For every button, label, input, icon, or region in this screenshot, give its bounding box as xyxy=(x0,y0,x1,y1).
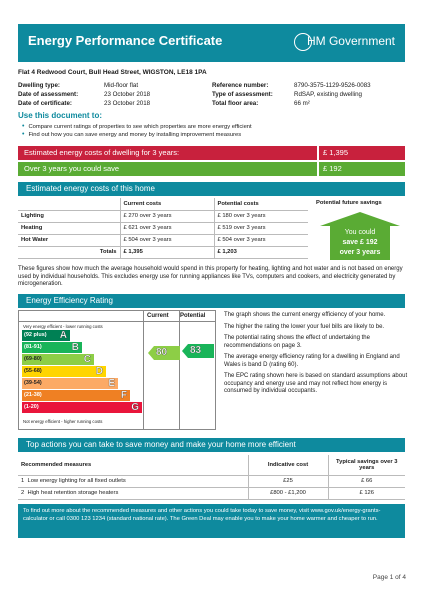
potential-rating-value: 83 xyxy=(190,345,202,356)
paragraph: The potential rating shows the effect of undertaking the recommendations on page 3. xyxy=(224,335,370,349)
costs-heading: Estimated energy costs of this home xyxy=(18,182,405,196)
divider xyxy=(179,311,180,429)
rating-band-f xyxy=(22,390,130,401)
band-letter: G xyxy=(131,402,139,413)
band-range: (55-68) xyxy=(24,368,42,374)
label: Date of certificate: xyxy=(18,100,72,107)
paragraph: The EPC rating shown here is based on standard assumptions about occupancy and energy use and may not reflect how energy is consumed by individual occupants. xyxy=(224,373,408,394)
label: Reference number: xyxy=(212,82,269,89)
rating-band-b xyxy=(22,342,82,353)
value: 23 October 2018 xyxy=(104,91,151,98)
use-list xyxy=(22,123,252,139)
arrow-line: You could xyxy=(344,229,376,236)
actions-heading: Top actions you can take to save money and make your home more efficient xyxy=(18,438,405,452)
band-letter: A xyxy=(59,330,67,341)
epc-header xyxy=(18,24,405,62)
top-note: Very energy efficient - lower running costs xyxy=(23,324,103,329)
list-item-text: Compare current ratings of properties to see which properties are more energy efficient xyxy=(28,124,252,130)
paragraph: The graph shows the current energy efficiency of your home. xyxy=(224,312,386,318)
list-item-text: Find out how you can save energy and money by installing improvement measures xyxy=(28,132,242,138)
totals-label: Totals xyxy=(18,246,120,258)
table-row xyxy=(18,210,308,222)
costs-table xyxy=(18,198,308,259)
label: Total floor area: xyxy=(212,100,259,107)
col-measures: Recommended measures xyxy=(18,455,248,475)
cost: £800 - £1,200 xyxy=(248,487,328,499)
divider xyxy=(143,311,144,429)
estimated-cost-bar xyxy=(18,146,405,160)
label: Dwelling type: xyxy=(18,82,60,89)
col-current: Current xyxy=(147,313,169,319)
use-heading: Use this document to: xyxy=(18,111,103,120)
property-address: Flat 4 Redwood Court, Bull Head Street, WIGSTON, LE18 1PA xyxy=(18,69,207,76)
row-label: Lighting xyxy=(18,210,120,222)
value: 66 m² xyxy=(294,100,310,107)
label: Type of assessment: xyxy=(212,91,273,98)
info-box: To find out more about the recommended measures and other actions you could take today to save money, visit www.gov.uk/energy-grants-calculator or call 0300 123 1234 (standard national rate). The Green Deal may enable you to make your home warmer and cheaper to run. xyxy=(18,504,405,538)
list-item xyxy=(22,123,252,131)
saving: £ 126 xyxy=(328,487,405,499)
measure: Low energy lighting for all fixed outlets xyxy=(27,478,126,484)
col-current: Current costs xyxy=(120,198,214,210)
gov-logo-text: HM Government xyxy=(306,34,395,48)
paragraph: The higher the rating the lower your fuel bills are likely to be. xyxy=(224,323,385,330)
cost: £25 xyxy=(248,475,328,487)
costs-note: These figures show how much the average household would spend in this property for heating, lighting and hot water and is not based on energy used by individual households. This excludes energy use for running appliances like TVs, computers and cookers, and electricity generated by microgeneration. xyxy=(18,266,403,287)
table-row xyxy=(18,475,405,487)
paragraph: The average energy efficiency rating for a dwelling in England and Wales is band D (rating 60). xyxy=(224,354,400,368)
band-letter: C xyxy=(83,354,91,365)
page-title: Energy Performance Certificate xyxy=(28,33,223,48)
total-potential: £ 1,203 xyxy=(214,246,308,258)
table-header-row xyxy=(18,198,308,210)
value: RdSAP, existing dwelling xyxy=(294,91,362,98)
bullet-icon: • xyxy=(22,123,25,130)
details-left xyxy=(18,81,150,108)
band-range: (39-54) xyxy=(24,380,42,386)
row-number: 2 xyxy=(21,490,25,496)
total-current: £ 1,395 xyxy=(120,246,214,258)
saving: £ 66 xyxy=(328,475,405,487)
cell-current: £ 270 over 3 years xyxy=(120,210,214,222)
value: 23 October 2018 xyxy=(104,100,151,107)
measure: High heat retention storage heaters xyxy=(27,490,119,496)
table-row xyxy=(18,487,405,499)
row-number: 1 xyxy=(21,478,25,484)
col-savings: Typical savings over 3 years xyxy=(328,455,405,475)
band-range: (81-91) xyxy=(24,344,42,350)
savings-bar xyxy=(18,162,405,176)
savings-arrow-text xyxy=(330,228,390,258)
band-range: (69-80) xyxy=(24,356,42,362)
bar-value: £ 1,395 xyxy=(323,148,349,157)
band-range: (21-38) xyxy=(24,392,42,398)
bar-value: £ 192 xyxy=(323,164,342,173)
bar-separator xyxy=(317,162,319,176)
rating-band-d xyxy=(22,366,106,377)
value: Mid-floor flat xyxy=(104,82,139,89)
col-cost: Indicative cost xyxy=(248,455,328,475)
efficiency-heading: Energy Efficiency Rating xyxy=(18,294,405,308)
actions-table xyxy=(18,455,405,500)
band-letter: F xyxy=(120,390,127,401)
cell-current: £ 621 over 3 years xyxy=(120,222,214,234)
rating-band-g xyxy=(22,402,142,413)
band-letter: E xyxy=(108,378,115,389)
efficiency-text xyxy=(224,312,410,396)
table-row xyxy=(18,234,308,246)
details-right xyxy=(212,81,371,108)
bullet-icon: • xyxy=(22,131,25,138)
current-rating-value: 80 xyxy=(156,347,168,358)
arrow-line: save £ 192 xyxy=(342,239,378,246)
col-potential: Potential xyxy=(180,313,206,319)
label: Date of assessment: xyxy=(18,91,79,98)
band-range: (1-20) xyxy=(24,404,39,410)
bottom-note: Not energy efficient - higher running costs xyxy=(23,419,103,424)
totals-row xyxy=(18,246,308,258)
col-savings: Potential future savings xyxy=(316,200,382,206)
row-label: Heating xyxy=(18,222,120,234)
col-potential: Potential costs xyxy=(214,198,308,210)
cell-potential: £ 519 over 3 years xyxy=(214,222,308,234)
cell-potential: £ 180 over 3 years xyxy=(214,210,308,222)
band-letter: D xyxy=(95,366,103,377)
page-number: Page 1 of 4 xyxy=(372,574,406,581)
cell-current: £ 504 over 3 years xyxy=(120,234,214,246)
arrow-line: over 3 years xyxy=(339,249,381,256)
rating-band-a xyxy=(22,330,70,341)
value: 8790-3575-1129-9526-0083 xyxy=(294,82,371,89)
band-range: (92 plus) xyxy=(24,332,47,338)
divider xyxy=(19,321,215,322)
bar-label: Over 3 years you could save xyxy=(24,164,120,173)
cell-potential: £ 504 over 3 years xyxy=(214,234,308,246)
bar-separator xyxy=(317,146,319,160)
table-row xyxy=(18,222,308,234)
list-item xyxy=(22,131,252,139)
band-letter: B xyxy=(71,342,79,353)
bar-label: Estimated energy costs of dwelling for 3 years: xyxy=(24,148,180,157)
rating-band-e xyxy=(22,378,118,389)
rating-band-c xyxy=(22,354,94,365)
table-header-row xyxy=(18,455,405,475)
row-label: Hot Water xyxy=(18,234,120,246)
